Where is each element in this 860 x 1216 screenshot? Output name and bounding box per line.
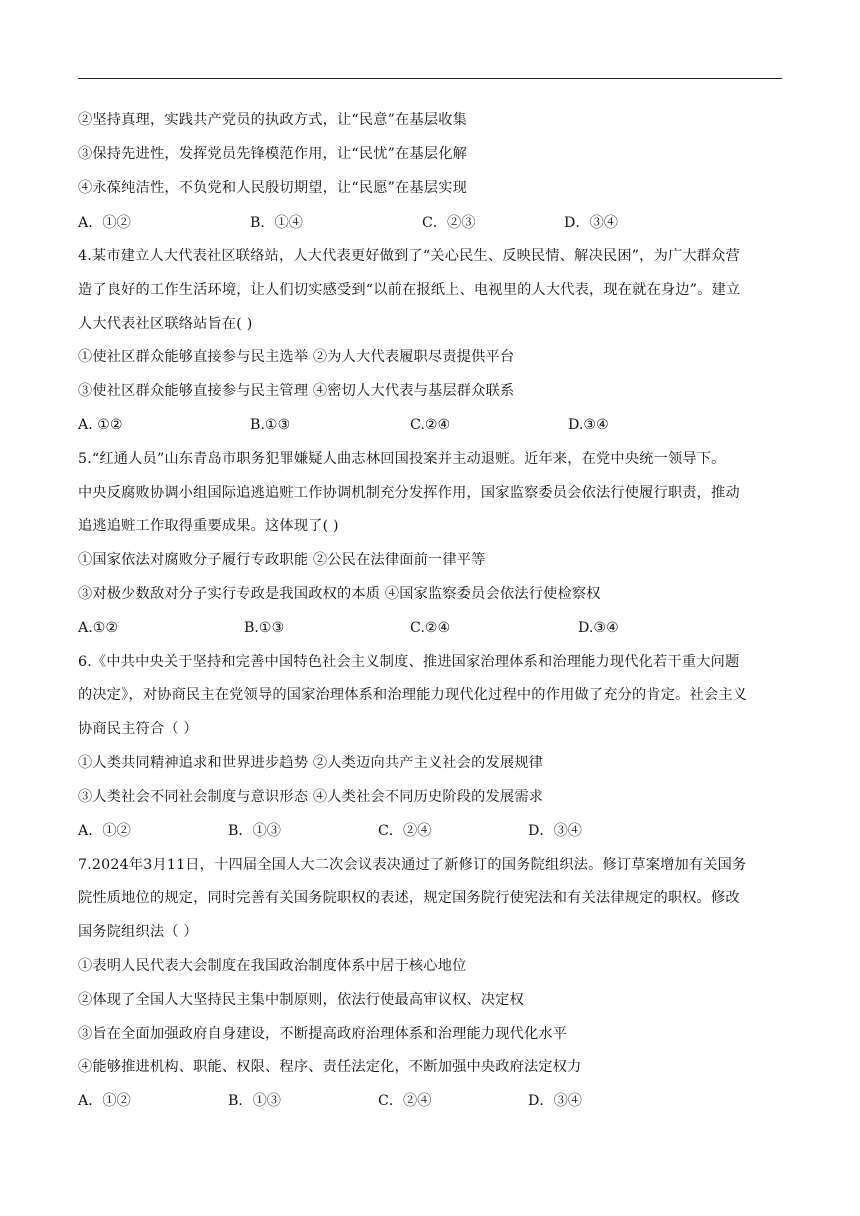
q7-option-b: B．①③ bbox=[228, 1093, 281, 1109]
q7-item-4: ④能够推进机构、职能、权限、程序、责任法定化，不断加强中央政府法定权力 bbox=[78, 1059, 582, 1075]
q6-options bbox=[78, 821, 778, 841]
q6-option-a: A．①② bbox=[78, 823, 131, 839]
q5-items-row-1: ①国家依法对腐败分子履行专政职能 ②公民在法律面前一律平等 bbox=[78, 552, 486, 568]
q3-option-b: B．①④ bbox=[250, 215, 303, 231]
q6-items-row-1: ①人类共同精神追求和世界进步趋势 ②人类迈向共产主义社会的发展规律 bbox=[78, 755, 544, 771]
q5-stem-line-1: 5.“红通人员”山东青岛市职务犯罪嫌疑人曲志林回国投案并主动退赃。近年来，在党中央统一领导下。 bbox=[78, 451, 726, 467]
q6-items-row-2: ③人类社会不同社会制度与意识形态 ④人类社会不同历史阶段的发展需求 bbox=[78, 789, 544, 805]
q4-options bbox=[78, 415, 778, 435]
q5-items-row-2: ③对极少数敌对分子实行专政是我国政权的本质 ④国家监察委员会依法行使检察权 bbox=[78, 586, 601, 602]
q6-option-c: C．②④ bbox=[378, 823, 432, 839]
q7-options bbox=[78, 1091, 778, 1111]
q7-item-2: ②体现了全国人大坚持民主集中制原则，依法行使最高审议权、决定权 bbox=[78, 992, 525, 1008]
q6-stem-line-3: 协商民主符合（ ） bbox=[78, 721, 198, 737]
q4-option-d: D.③④ bbox=[568, 417, 609, 433]
q5-stem-line-3: 追逃追赃工作取得重要成果。这体现了( ) bbox=[78, 518, 339, 534]
q6-stem-line-2: 的决定》，对协商民主在党领导的国家治理体系和治理能力现代化过程中的作用做了充分的肯定。社会主义 bbox=[78, 687, 748, 703]
q4-stem-line-3: 人大代表社区联络站旨在( ) bbox=[78, 316, 253, 332]
q3-option-a: A．①② bbox=[78, 215, 131, 231]
q3-option-d: D．③④ bbox=[564, 215, 618, 231]
q7-option-d: D．③④ bbox=[528, 1093, 582, 1109]
q4-items-row-1: ①使社区群众能够直接参与民主选举 ②为人大代表履职尽责提供平台 bbox=[78, 349, 515, 365]
q5-options bbox=[78, 618, 778, 638]
q5-stem-line-2: 中央反腐败协调小组国际追逃追赃工作协调机制充分发挥作用，国家监察委员会依法行使履行职责，推动 bbox=[78, 485, 740, 501]
q3-item-4: ④永葆纯洁性，不负党和人民殷切期望，让“民愿”在基层实现 bbox=[78, 180, 467, 196]
q3-options bbox=[78, 213, 778, 233]
q4-option-c: C.②④ bbox=[410, 417, 451, 433]
q4-items-row-2: ③使社区群众能够直接参与民主管理 ④密切人大代表与基层群众联系 bbox=[78, 383, 515, 399]
q6-stem-line-1: 6.《中共中央关于坚持和完善中国特色社会主义制度、推进国家治理体系和治理能力现代化若干重大问题 bbox=[78, 654, 740, 670]
q3-item-3: ③保持先进性，发挥党员先锋模范作用，让“民忧”在基层化解 bbox=[78, 146, 467, 162]
q4-option-b: B.①③ bbox=[250, 417, 291, 433]
q5-option-d: D.③④ bbox=[578, 620, 619, 636]
q7-stem-line-2: 院性质地位的规定，同时完善有关国务院职权的表述，规定国务院行使宪法和有关法律规定的职权。修改 bbox=[78, 890, 740, 906]
q7-option-c: C．②④ bbox=[378, 1093, 432, 1109]
q7-option-a: A．①② bbox=[78, 1093, 131, 1109]
q7-stem-line-3: 国务院组织法（ ） bbox=[78, 924, 198, 940]
q5-option-a: A.①② bbox=[78, 620, 119, 636]
q7-item-3: ③旨在全面加强政府自身建设，不断提高政府治理体系和治理能力现代化水平 bbox=[78, 1026, 568, 1042]
q3-item-2: ②坚持真理，实践共产党员的执政方式，让“民意”在基层收集 bbox=[78, 112, 467, 128]
header-rule bbox=[78, 78, 782, 79]
q5-option-b: B.①③ bbox=[244, 620, 285, 636]
q4-option-a: A. ①② bbox=[78, 417, 123, 433]
q7-stem-line-1: 7.2024年3月11日，十四届全国人大二次会议表决通过了新修订的国务院组织法。修订草案增加有关国务 bbox=[78, 857, 747, 873]
q3-option-c: C．②③ bbox=[422, 215, 476, 231]
q4-stem-line-2: 造了良好的工作生活环境，让人们切实感受到“以前在报纸上、电视里的人大代表，现在就在身边”。建立 bbox=[78, 282, 741, 298]
q6-option-b: B．①③ bbox=[228, 823, 281, 839]
q4-stem-line-1: 4.某市建立人大代表社区联络站，人大代表更好做到了“关心民生、反映民情、解决民困”，为广大群众营 bbox=[78, 248, 740, 264]
q5-option-c: C.②④ bbox=[410, 620, 451, 636]
q7-item-1: ①表明人民代表大会制度在我国政治制度体系中居于核心地位 bbox=[78, 958, 467, 974]
q6-option-d: D．③④ bbox=[528, 823, 582, 839]
